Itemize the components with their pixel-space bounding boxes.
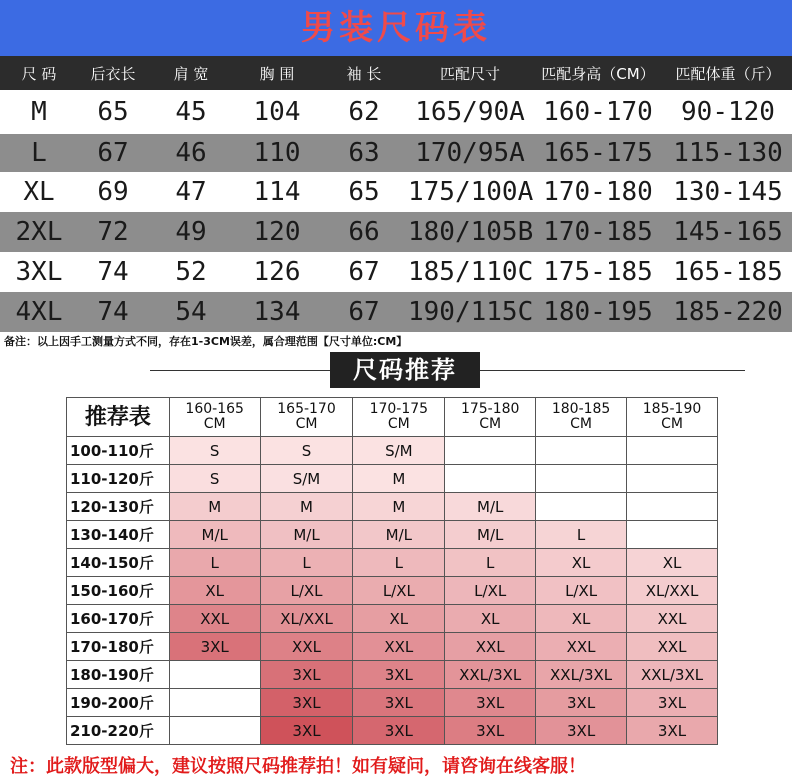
header-fit-weight: 匹配体重（斤） — [675, 64, 781, 83]
divider-right — [480, 370, 745, 371]
size-cell: 67 — [348, 257, 380, 287]
size-row — [0, 212, 792, 252]
size-cell: 46 — [175, 138, 207, 168]
recommend-row — [67, 717, 718, 745]
size-cell: 47 — [175, 177, 207, 207]
size-cell: 65 — [97, 97, 129, 127]
recommend-cell: S/M — [260, 465, 353, 493]
recommend-cell: 3XL — [353, 689, 445, 717]
size-cell: 4XL — [15, 297, 63, 327]
recommend-cell: M — [353, 465, 445, 493]
size-cell: 175-185 — [543, 257, 653, 287]
size-cell: 130-145 — [673, 177, 783, 207]
recommend-cell: XL — [169, 577, 260, 605]
size-cell: 3XL — [15, 257, 63, 287]
size-chart — [0, 56, 792, 332]
recommend-row — [67, 465, 718, 493]
recommend-cell — [169, 717, 260, 745]
page-title: 男装尺码表 — [301, 8, 491, 48]
divider-left — [150, 370, 330, 371]
recommend-cell: L/XL — [445, 577, 536, 605]
size-cell: 170-180 — [543, 177, 653, 207]
size-cell: 67 — [97, 138, 129, 168]
header-shoulder: 肩 宽 — [173, 64, 209, 83]
recommend-cell: XL/XXL — [627, 577, 718, 605]
recommend-cell: L/XL — [536, 577, 627, 605]
recommend-cell: S — [169, 465, 260, 493]
size-cell: 126 — [253, 257, 301, 287]
recommend-cell: M — [169, 493, 260, 521]
recommend-cell: M/L — [353, 521, 445, 549]
recommend-cell: 3XL — [445, 689, 536, 717]
recommend-cell: 3XL — [536, 689, 627, 717]
size-cell: 114 — [253, 177, 301, 207]
recommend-cell: M/L — [445, 521, 536, 549]
recommend-row — [67, 633, 718, 661]
size-cell: 160-170 — [543, 97, 653, 127]
recommend-row — [67, 577, 718, 605]
recommend-cell: 3XL — [353, 717, 445, 745]
size-cell: 65 — [348, 177, 380, 207]
recommend-cell: L — [445, 549, 536, 577]
recommend-cell: XXL — [536, 633, 627, 661]
recommend-cell: M/L — [169, 521, 260, 549]
recommend-cell: L/XL — [353, 577, 445, 605]
recommend-cell: S — [260, 437, 353, 465]
measurement-note: 备注：以上因手工测量方式不同，存在1-3CM误差，属合理范围【尺寸单位:CM】 — [4, 335, 408, 348]
recommend-row — [67, 549, 718, 577]
size-row — [0, 252, 792, 292]
recommend-cell: L — [353, 549, 445, 577]
recommend-cell: XL — [445, 605, 536, 633]
recommend-row — [67, 493, 718, 521]
height-header: 160-165 CM — [169, 398, 260, 437]
size-cell: 190/115C — [408, 297, 534, 327]
size-cell: 90-120 — [681, 97, 775, 127]
size-cell: 165-175 — [543, 138, 653, 168]
size-advice-note: 注：此款版型偏大，建议按照尺码推荐拍！如有疑问，请咨询在线客服！ — [10, 756, 586, 777]
size-cell: XL — [23, 177, 55, 207]
size-cell: 170-185 — [543, 217, 653, 247]
header-chest: 胸 围 — [259, 64, 295, 83]
recommend-cell: L/XL — [260, 577, 353, 605]
height-header: 170-175 CM — [353, 398, 445, 437]
height-header: 185-190 CM — [627, 398, 718, 437]
size-cell: 165/90A — [415, 97, 525, 127]
recommend-cell: XXL/3XL — [536, 661, 627, 689]
size-cell: 185/110C — [408, 257, 534, 287]
recommend-cell — [536, 493, 627, 521]
size-cell: 115-130 — [673, 138, 783, 168]
recommend-cell: M/L — [260, 521, 353, 549]
weight-label: 190-200斤 — [67, 689, 170, 717]
size-cell: 134 — [253, 297, 301, 327]
recommend-cell: 3XL — [169, 633, 260, 661]
weight-label: 100-110斤 — [67, 437, 170, 465]
title-banner — [0, 0, 792, 56]
height-header: 180-185 CM — [536, 398, 627, 437]
recommend-cell: 3XL — [445, 717, 536, 745]
size-cell: 145-165 — [673, 217, 783, 247]
recommend-cell: 3XL — [627, 717, 718, 745]
recommend-cell: 3XL — [260, 689, 353, 717]
recommend-cell — [445, 465, 536, 493]
weight-label: 130-140斤 — [67, 521, 170, 549]
size-cell: 49 — [175, 217, 207, 247]
recommend-cell: XXL — [353, 633, 445, 661]
weight-label: 120-130斤 — [67, 493, 170, 521]
recommend-row — [67, 437, 718, 465]
recommend-cell: 3XL — [536, 717, 627, 745]
size-cell: 165-185 — [673, 257, 783, 287]
header-fit-size: 匹配尺寸 — [439, 64, 500, 83]
size-row — [0, 172, 792, 212]
size-cell: 67 — [348, 297, 380, 327]
size-cell: 74 — [97, 257, 129, 287]
weight-label: 140-150斤 — [67, 549, 170, 577]
recommend-cell: S — [169, 437, 260, 465]
recommend-cell: L — [260, 549, 353, 577]
recommend-cell — [169, 661, 260, 689]
recommend-cell: XL — [536, 605, 627, 633]
size-cell: M — [31, 97, 47, 127]
recommend-cell: XL — [627, 549, 718, 577]
recommend-cell — [627, 437, 718, 465]
weight-label: 180-190斤 — [67, 661, 170, 689]
header-size: 尺 码 — [21, 64, 57, 83]
recommend-header-row — [67, 398, 718, 437]
recommend-cell: 3XL — [260, 717, 353, 745]
size-row — [0, 90, 792, 134]
size-cell: 63 — [348, 138, 380, 168]
recommend-cell — [445, 437, 536, 465]
recommend-cell: L — [536, 521, 627, 549]
recommend-cell: M/L — [445, 493, 536, 521]
size-cell: 69 — [97, 177, 129, 207]
recommend-cell: XXL — [169, 605, 260, 633]
recommend-cell: 3XL — [353, 661, 445, 689]
size-chart-header — [0, 56, 792, 90]
recommend-table — [66, 397, 718, 745]
size-cell: 74 — [97, 297, 129, 327]
recommend-cell: 3XL — [627, 689, 718, 717]
size-cell: 72 — [97, 217, 129, 247]
recommend-cell — [536, 465, 627, 493]
size-cell: 45 — [175, 97, 207, 127]
header-length: 后衣长 — [90, 64, 136, 83]
height-header: 165-170 CM — [260, 398, 353, 437]
recommend-cell: XXL — [260, 633, 353, 661]
recommend-cell: XXL/3XL — [445, 661, 536, 689]
size-cell: 2XL — [15, 217, 63, 247]
weight-label: 170-180斤 — [67, 633, 170, 661]
recommend-row — [67, 605, 718, 633]
recommend-cell: M — [353, 493, 445, 521]
size-cell: 185-220 — [673, 297, 783, 327]
recommend-row — [67, 689, 718, 717]
size-cell: 62 — [348, 97, 380, 127]
recommend-cell: L — [169, 549, 260, 577]
height-header: 175-180 CM — [445, 398, 536, 437]
size-cell: 54 — [175, 297, 207, 327]
recommend-cell: XL/XXL — [260, 605, 353, 633]
size-cell: 120 — [253, 217, 301, 247]
size-cell: 180/105B — [408, 217, 534, 247]
recommend-cell: S/M — [353, 437, 445, 465]
recommend-cell — [169, 689, 260, 717]
recommend-cell: XXL — [445, 633, 536, 661]
size-cell: L — [31, 138, 47, 168]
recommend-cell: 3XL — [260, 661, 353, 689]
recommend-cell: XXL — [627, 605, 718, 633]
recommend-row — [67, 661, 718, 689]
size-cell: 66 — [348, 217, 380, 247]
recommend-table-title: 推荐表 — [67, 398, 170, 437]
recommend-cell: XL — [536, 549, 627, 577]
recommend-cell: XL — [353, 605, 445, 633]
recommend-section-title: 尺码推荐 — [330, 352, 480, 388]
recommend-cell: XXL — [627, 633, 718, 661]
weight-label: 110-120斤 — [67, 465, 170, 493]
size-cell: 104 — [253, 97, 301, 127]
size-cell: 180-195 — [543, 297, 653, 327]
header-fit-height: 匹配身高（CM） — [541, 64, 655, 83]
recommend-cell — [627, 493, 718, 521]
weight-label: 160-170斤 — [67, 605, 170, 633]
recommend-cell: M — [260, 493, 353, 521]
recommend-cell — [627, 465, 718, 493]
size-cell: 110 — [253, 138, 301, 168]
weight-label: 150-160斤 — [67, 577, 170, 605]
size-cell: 175/100A — [408, 177, 534, 207]
header-sleeve: 袖 长 — [346, 64, 382, 83]
size-cell: 170/95A — [415, 138, 525, 168]
recommend-row — [67, 521, 718, 549]
size-row — [0, 292, 792, 332]
recommend-cell — [627, 521, 718, 549]
recommend-cell — [536, 437, 627, 465]
size-cell: 52 — [175, 257, 207, 287]
weight-label: 210-220斤 — [67, 717, 170, 745]
recommend-cell: XXL/3XL — [627, 661, 718, 689]
size-row — [0, 134, 792, 172]
